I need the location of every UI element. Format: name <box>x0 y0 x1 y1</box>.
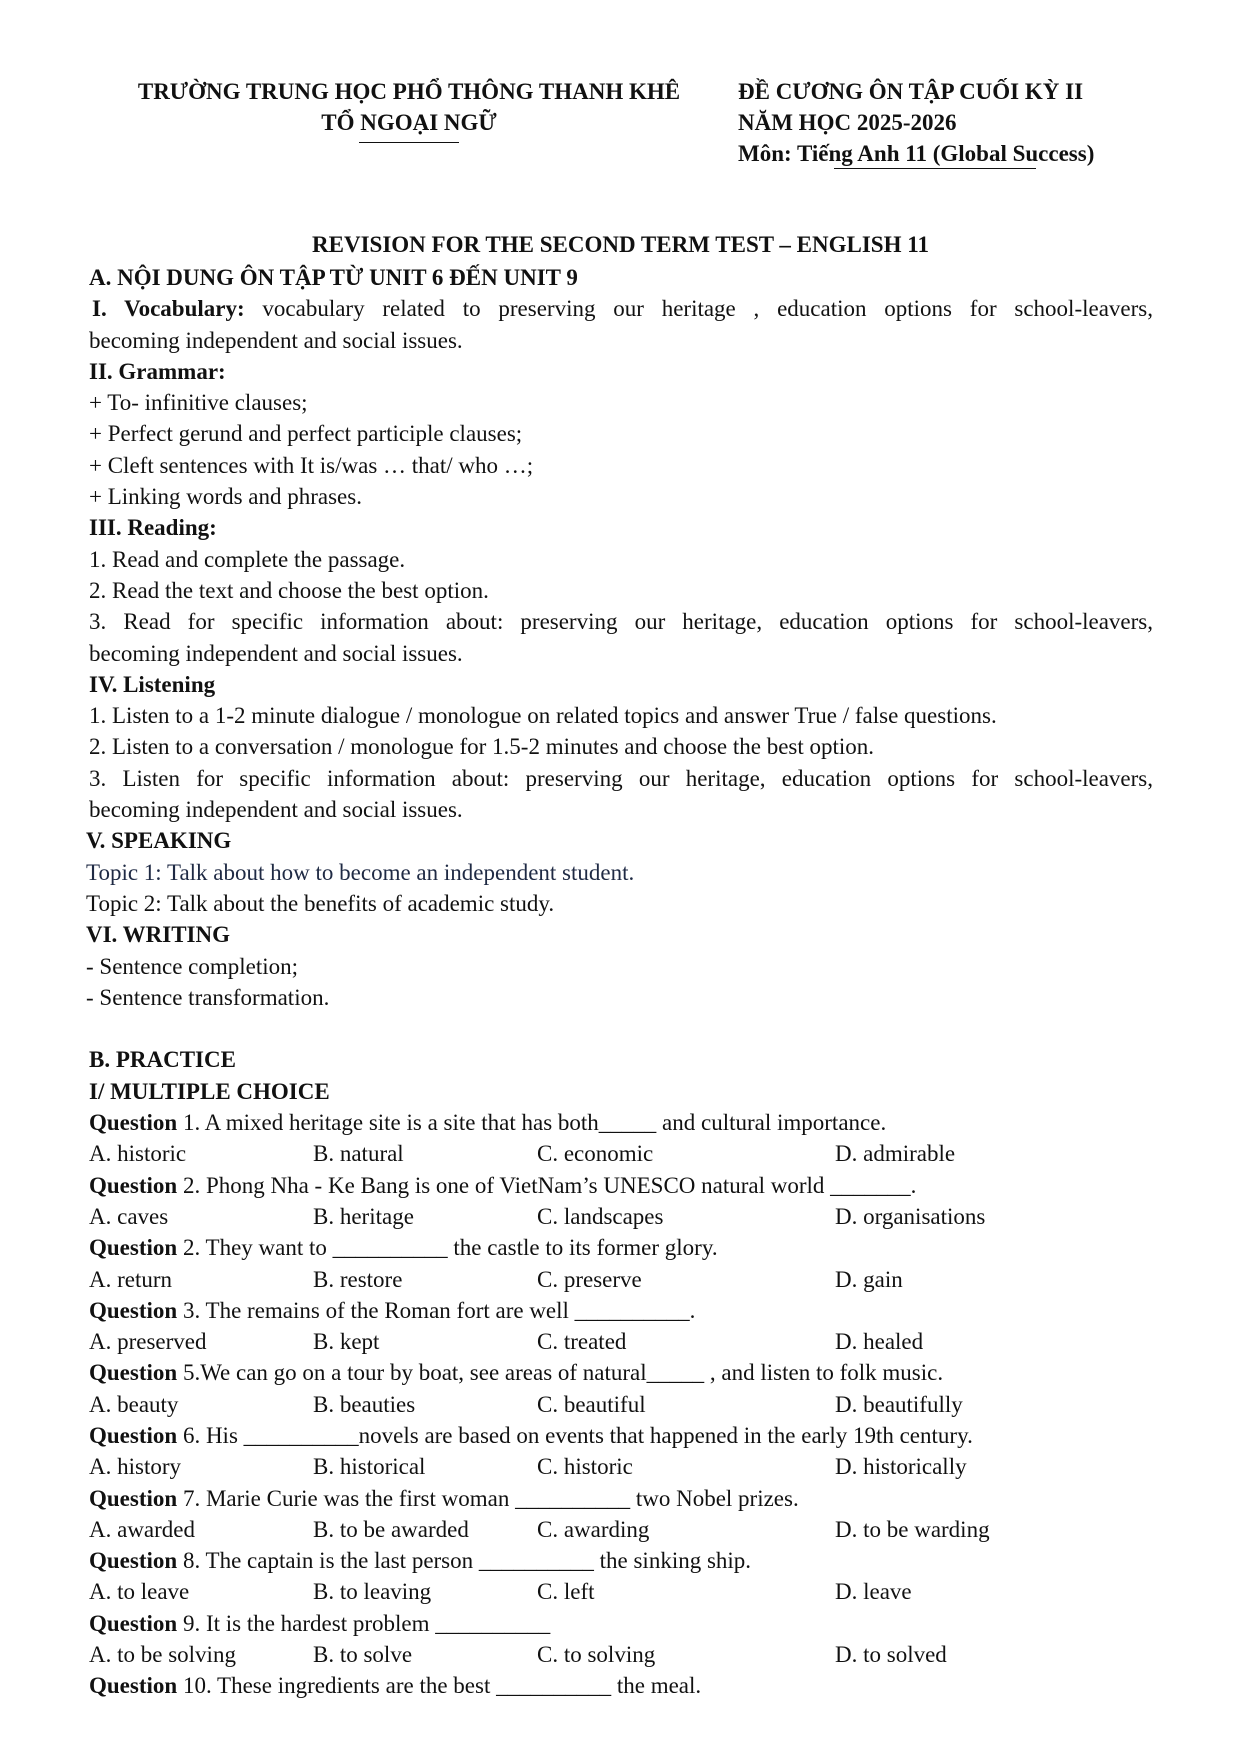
writing-item: - Sentence completion; <box>86 953 299 979</box>
option-d: D. historically <box>835 1454 967 1480</box>
question-stem <box>89 1545 1153 1576</box>
option-c: C. awarding <box>537 1516 650 1542</box>
option-d: D. to be warding <box>835 1516 990 1542</box>
document-body <box>86 262 1153 1702</box>
option-b: B. restore <box>313 1266 403 1292</box>
option-a: A. preserved <box>89 1329 207 1355</box>
answer-options <box>89 1576 1153 1607</box>
listening-item: 2. Listen to a conversation / monologue for 1.5-2 minutes and choose the best option. <box>89 734 875 760</box>
reading-item-continued: becoming independent and social issues. <box>89 640 463 666</box>
option-a: A. to be solving <box>89 1642 236 1668</box>
question-stem <box>89 1107 1153 1138</box>
option-b: B. to leaving <box>313 1579 432 1605</box>
option-d: D. admirable <box>835 1141 956 1167</box>
question-text: 5.We can go on a tour by boat, see areas of natural_____ , and listen to folk music. <box>177 1360 944 1386</box>
option-a: A. awarded <box>89 1516 196 1542</box>
grammar-item: + To- infinitive clauses; <box>89 390 308 416</box>
reading-item: 2. Read the text and choose the best option. <box>89 577 489 603</box>
question-text: 6. His __________novels are based on events that happened in the early 19th century. <box>177 1422 973 1448</box>
option-a: A. return <box>89 1266 173 1292</box>
section-b-heading: B. PRACTICE <box>89 1047 236 1073</box>
writing-item: - Sentence transformation. <box>86 984 330 1010</box>
option-a: A. history <box>89 1454 181 1480</box>
question-stem <box>89 1483 1153 1514</box>
option-b: B. to be awarded <box>313 1516 469 1542</box>
option-d: D. gain <box>835 1266 903 1292</box>
answer-options <box>89 1138 1153 1169</box>
department-name: TỔ NGOẠI NGỮ <box>321 110 497 135</box>
section-a-heading: A. NỘI DUNG ÔN TẬP TỪ UNIT 6 ĐẾN UNIT 9 <box>89 265 578 290</box>
question-label: Question <box>89 1172 178 1198</box>
question-label: Question <box>89 1548 178 1574</box>
listening-item: 3. Listen for specific information about: preserving our heritage, education options for school-leavers, <box>89 765 1153 791</box>
option-a: A. historic <box>89 1141 187 1167</box>
school-header <box>104 76 714 143</box>
header-divider <box>359 142 459 143</box>
question-stem <box>89 1357 1153 1388</box>
reading-item: 3. Read for specific information about: preserving our heritage, education options for school-leavers, <box>89 609 1153 635</box>
question-text: 2. Phong Nha - Ke Bang is one of VietNam’s UNESCO natural world _______. <box>177 1172 917 1198</box>
question-stem <box>89 1170 1153 1201</box>
speaking-topic-2: Topic 2: Talk about the benefits of academic study. <box>86 890 555 916</box>
reading-heading: III. Reading: <box>89 515 217 541</box>
question-stem <box>89 1670 1153 1701</box>
option-b: B. heritage <box>313 1203 414 1229</box>
grammar-item: + Perfect gerund and perfect participle clauses; <box>89 421 523 447</box>
question-label: Question <box>89 1673 178 1699</box>
question-text: 2. They want to __________ the castle to its former glory. <box>177 1235 718 1261</box>
multiple-choice-heading: I/ MULTIPLE CHOICE <box>89 1078 330 1104</box>
option-a: A. caves <box>89 1203 169 1229</box>
answer-options <box>89 1514 1153 1545</box>
school-year: NĂM HỌC 2025-2026 <box>738 110 957 135</box>
question-label: Question <box>89 1360 178 1386</box>
option-c: C. to solving <box>537 1642 656 1668</box>
question-text: 1. A mixed heritage site is a site that has both_____ and cultural importance. <box>177 1110 887 1136</box>
question-text: 3. The remains of the Roman fort are well __________. <box>177 1297 696 1323</box>
question-text: 7. Marie Curie was the first woman __________ two Nobel prizes. <box>177 1485 799 1511</box>
answer-options <box>89 1451 1153 1482</box>
option-d: D. healed <box>835 1329 924 1355</box>
grammar-heading: II. Grammar: <box>89 358 226 384</box>
question-label: Question <box>89 1235 178 1261</box>
answer-options <box>89 1389 1153 1420</box>
question-text: 8. The captain is the last person __________ the sinking ship. <box>177 1548 752 1574</box>
option-c: C. preserve <box>537 1266 642 1292</box>
document-title: ĐỀ CƯƠNG ÔN TẬP CUỐI KỲ II <box>738 79 1084 104</box>
listening-item-continued: becoming independent and social issues. <box>89 797 463 823</box>
writing-heading: VI. WRITING <box>86 922 230 948</box>
option-a: A. beauty <box>89 1391 179 1417</box>
question-label: Question <box>89 1610 178 1636</box>
question-label: Question <box>89 1110 178 1136</box>
option-b: B. natural <box>313 1141 404 1167</box>
reading-item: 1. Read and complete the passage. <box>89 546 406 572</box>
main-title: REVISION FOR THE SECOND TERM TEST – ENGLISH 11 <box>312 232 929 257</box>
option-b: B. to solve <box>313 1642 413 1668</box>
option-d: D. organisations <box>835 1203 986 1229</box>
question-stem <box>89 1608 1153 1639</box>
question-label: Question <box>89 1422 178 1448</box>
answer-options <box>89 1264 1153 1295</box>
listening-item: 1. Listen to a 1-2 minute dialogue / monologue on related topics and answer True / false questions. <box>89 703 997 729</box>
option-a: A. to leave <box>89 1579 190 1605</box>
section-spacer <box>89 1013 1153 1044</box>
vocabulary-line-1 <box>89 293 1153 324</box>
answer-options <box>89 1639 1153 1670</box>
question-stem <box>89 1232 1153 1263</box>
option-b: B. kept <box>313 1329 380 1355</box>
option-b: B. beauties <box>313 1391 416 1417</box>
question-text: 10. These ingredients are the best __________ the meal. <box>177 1673 702 1699</box>
listening-heading: IV. Listening <box>89 671 216 697</box>
grammar-item: + Linking words and phrases. <box>89 484 362 510</box>
option-d: D. beautifully <box>835 1391 963 1417</box>
option-c: C. historic <box>537 1454 633 1480</box>
option-c: C. treated <box>537 1329 627 1355</box>
vocabulary-line-2: becoming independent and social issues. <box>89 327 463 353</box>
question-label: Question <box>89 1485 178 1511</box>
option-c: C. left <box>537 1579 595 1605</box>
school-name: TRƯỜNG TRUNG HỌC PHỔ THÔNG THANH KHÊ <box>137 79 681 104</box>
speaking-topic-1: Topic 1: Talk about how to become an independent student. <box>86 859 635 885</box>
option-c: C. landscapes <box>537 1203 664 1229</box>
speaking-heading: V. SPEAKING <box>86 828 232 854</box>
document-header <box>738 76 1094 169</box>
question-text: 9. It is the hardest problem __________ <box>177 1610 551 1636</box>
option-c: C. economic <box>537 1141 654 1167</box>
option-b: B. historical <box>313 1454 426 1480</box>
subject-line: Môn: Tiếng Anh 11 (Global Success) <box>738 138 1094 169</box>
question-stem <box>89 1295 1153 1326</box>
question-list <box>89 1107 1153 1702</box>
answer-options <box>89 1326 1153 1357</box>
vocabulary-text: vocabulary related to preserving our heritage , education options for school-leavers, <box>244 296 1153 322</box>
question-stem <box>89 1420 1153 1451</box>
answer-options <box>89 1201 1153 1232</box>
option-d: D. leave <box>835 1579 912 1605</box>
grammar-item: + Cleft sentences with It is/was … that/ who …; <box>89 452 534 478</box>
option-c: C. beautiful <box>537 1391 646 1417</box>
question-label: Question <box>89 1297 178 1323</box>
vocabulary-label: I. Vocabulary: <box>92 296 245 322</box>
option-d: D. to solved <box>835 1642 947 1668</box>
